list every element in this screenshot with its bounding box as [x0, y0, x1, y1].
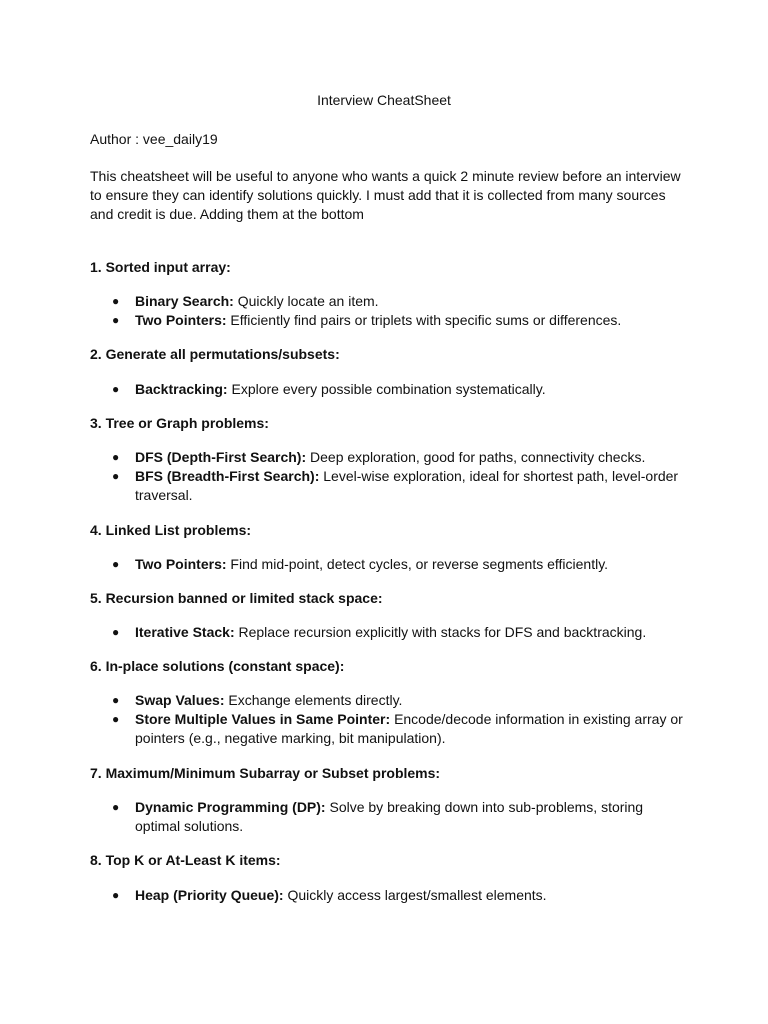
item-description: Encode/decode information in existing array or pointers (e.g., negative marking, bit manipulation). [135, 711, 683, 746]
section-list [90, 623, 690, 642]
bullet-icon: ● [112, 625, 120, 639]
bullet-icon: ● [112, 313, 120, 327]
list-item [90, 886, 690, 905]
list-item [90, 710, 690, 748]
list-item [90, 448, 690, 467]
section-heading: 2. Generate all permutations/subsets: [90, 346, 340, 362]
item-term: BFS (Breadth-First Search): [135, 468, 320, 484]
bullet-icon: ● [112, 469, 120, 483]
list-item [90, 623, 690, 642]
section-heading: 4. Linked List problems: [90, 522, 252, 538]
list-item [90, 691, 690, 710]
item-term: Dynamic Programming (DP): [135, 799, 326, 815]
bullet-icon: ● [112, 800, 120, 814]
author-line: Author : vee_daily19 [90, 131, 218, 147]
list-item [90, 380, 690, 399]
item-description: Find mid-point, detect cycles, or reverse segments efficiently. [230, 556, 609, 572]
document-title: Interview CheatSheet [317, 92, 451, 108]
list-item [90, 467, 690, 505]
bullet-icon: ● [112, 382, 120, 396]
item-description: Explore every possible combination systematically. [231, 381, 546, 397]
section-heading: 6. In-place solutions (constant space): [90, 658, 345, 674]
section-list [90, 380, 690, 399]
section-list [90, 691, 690, 748]
bullet-icon: ● [112, 693, 120, 707]
section-list [90, 448, 690, 505]
section-list [90, 886, 690, 905]
section-list [90, 798, 690, 836]
item-term: Store Multiple Values in Same Pointer: [135, 711, 391, 727]
item-description: Replace recursion explicitly with stacks for DFS and backtracking. [238, 624, 647, 640]
list-item [90, 292, 690, 311]
item-term: Two Pointers: [135, 312, 227, 328]
bullet-icon: ● [112, 294, 120, 308]
intro-paragraph: This cheatsheet will be useful to anyone who wants a quick 2 minute review before an interview to ensure they can identify solutions quickly. I must add that it is collected from many sources and credit is due. Adding them at the bottom [90, 168, 681, 222]
item-term: Two Pointers: [135, 556, 227, 572]
item-term: Binary Search: [135, 293, 234, 309]
item-description: Deep exploration, good for paths, connectivity checks. [310, 449, 646, 465]
item-description: Quickly locate an item. [237, 293, 379, 309]
section-list [90, 292, 690, 330]
item-term: Backtracking: [135, 381, 228, 397]
item-term: Heap (Priority Queue): [135, 887, 284, 903]
item-description: Efficiently find pairs or triplets with specific sums or differences. [230, 312, 622, 328]
list-item [90, 798, 690, 836]
list-item [90, 311, 690, 330]
bullet-icon: ● [112, 450, 120, 464]
bullet-icon: ● [112, 712, 120, 726]
bullet-icon: ● [112, 557, 120, 571]
section-heading: 3. Tree or Graph problems: [90, 415, 269, 431]
section-heading: 7. Maximum/Minimum Subarray or Subset problems: [90, 765, 441, 781]
item-term: Swap Values: [135, 692, 225, 708]
item-description: Solve by breaking down into sub-problems, storing optimal solutions. [135, 799, 644, 834]
section-heading: 8. Top K or At-Least K items: [90, 852, 281, 868]
item-description: Quickly access largest/smallest elements. [287, 887, 547, 903]
bullet-icon: ● [112, 888, 120, 902]
section-heading: 5. Recursion banned or limited stack space: [90, 590, 383, 606]
item-description: Exchange elements directly. [228, 692, 403, 708]
item-term: DFS (Depth-First Search): [135, 449, 307, 465]
item-term: Iterative Stack: [135, 624, 235, 640]
item-description: Level-wise exploration, ideal for shortest path, level-order traversal. [135, 468, 679, 503]
list-item [90, 555, 690, 574]
section-list [90, 555, 690, 574]
section-heading: 1. Sorted input array: [90, 259, 231, 275]
